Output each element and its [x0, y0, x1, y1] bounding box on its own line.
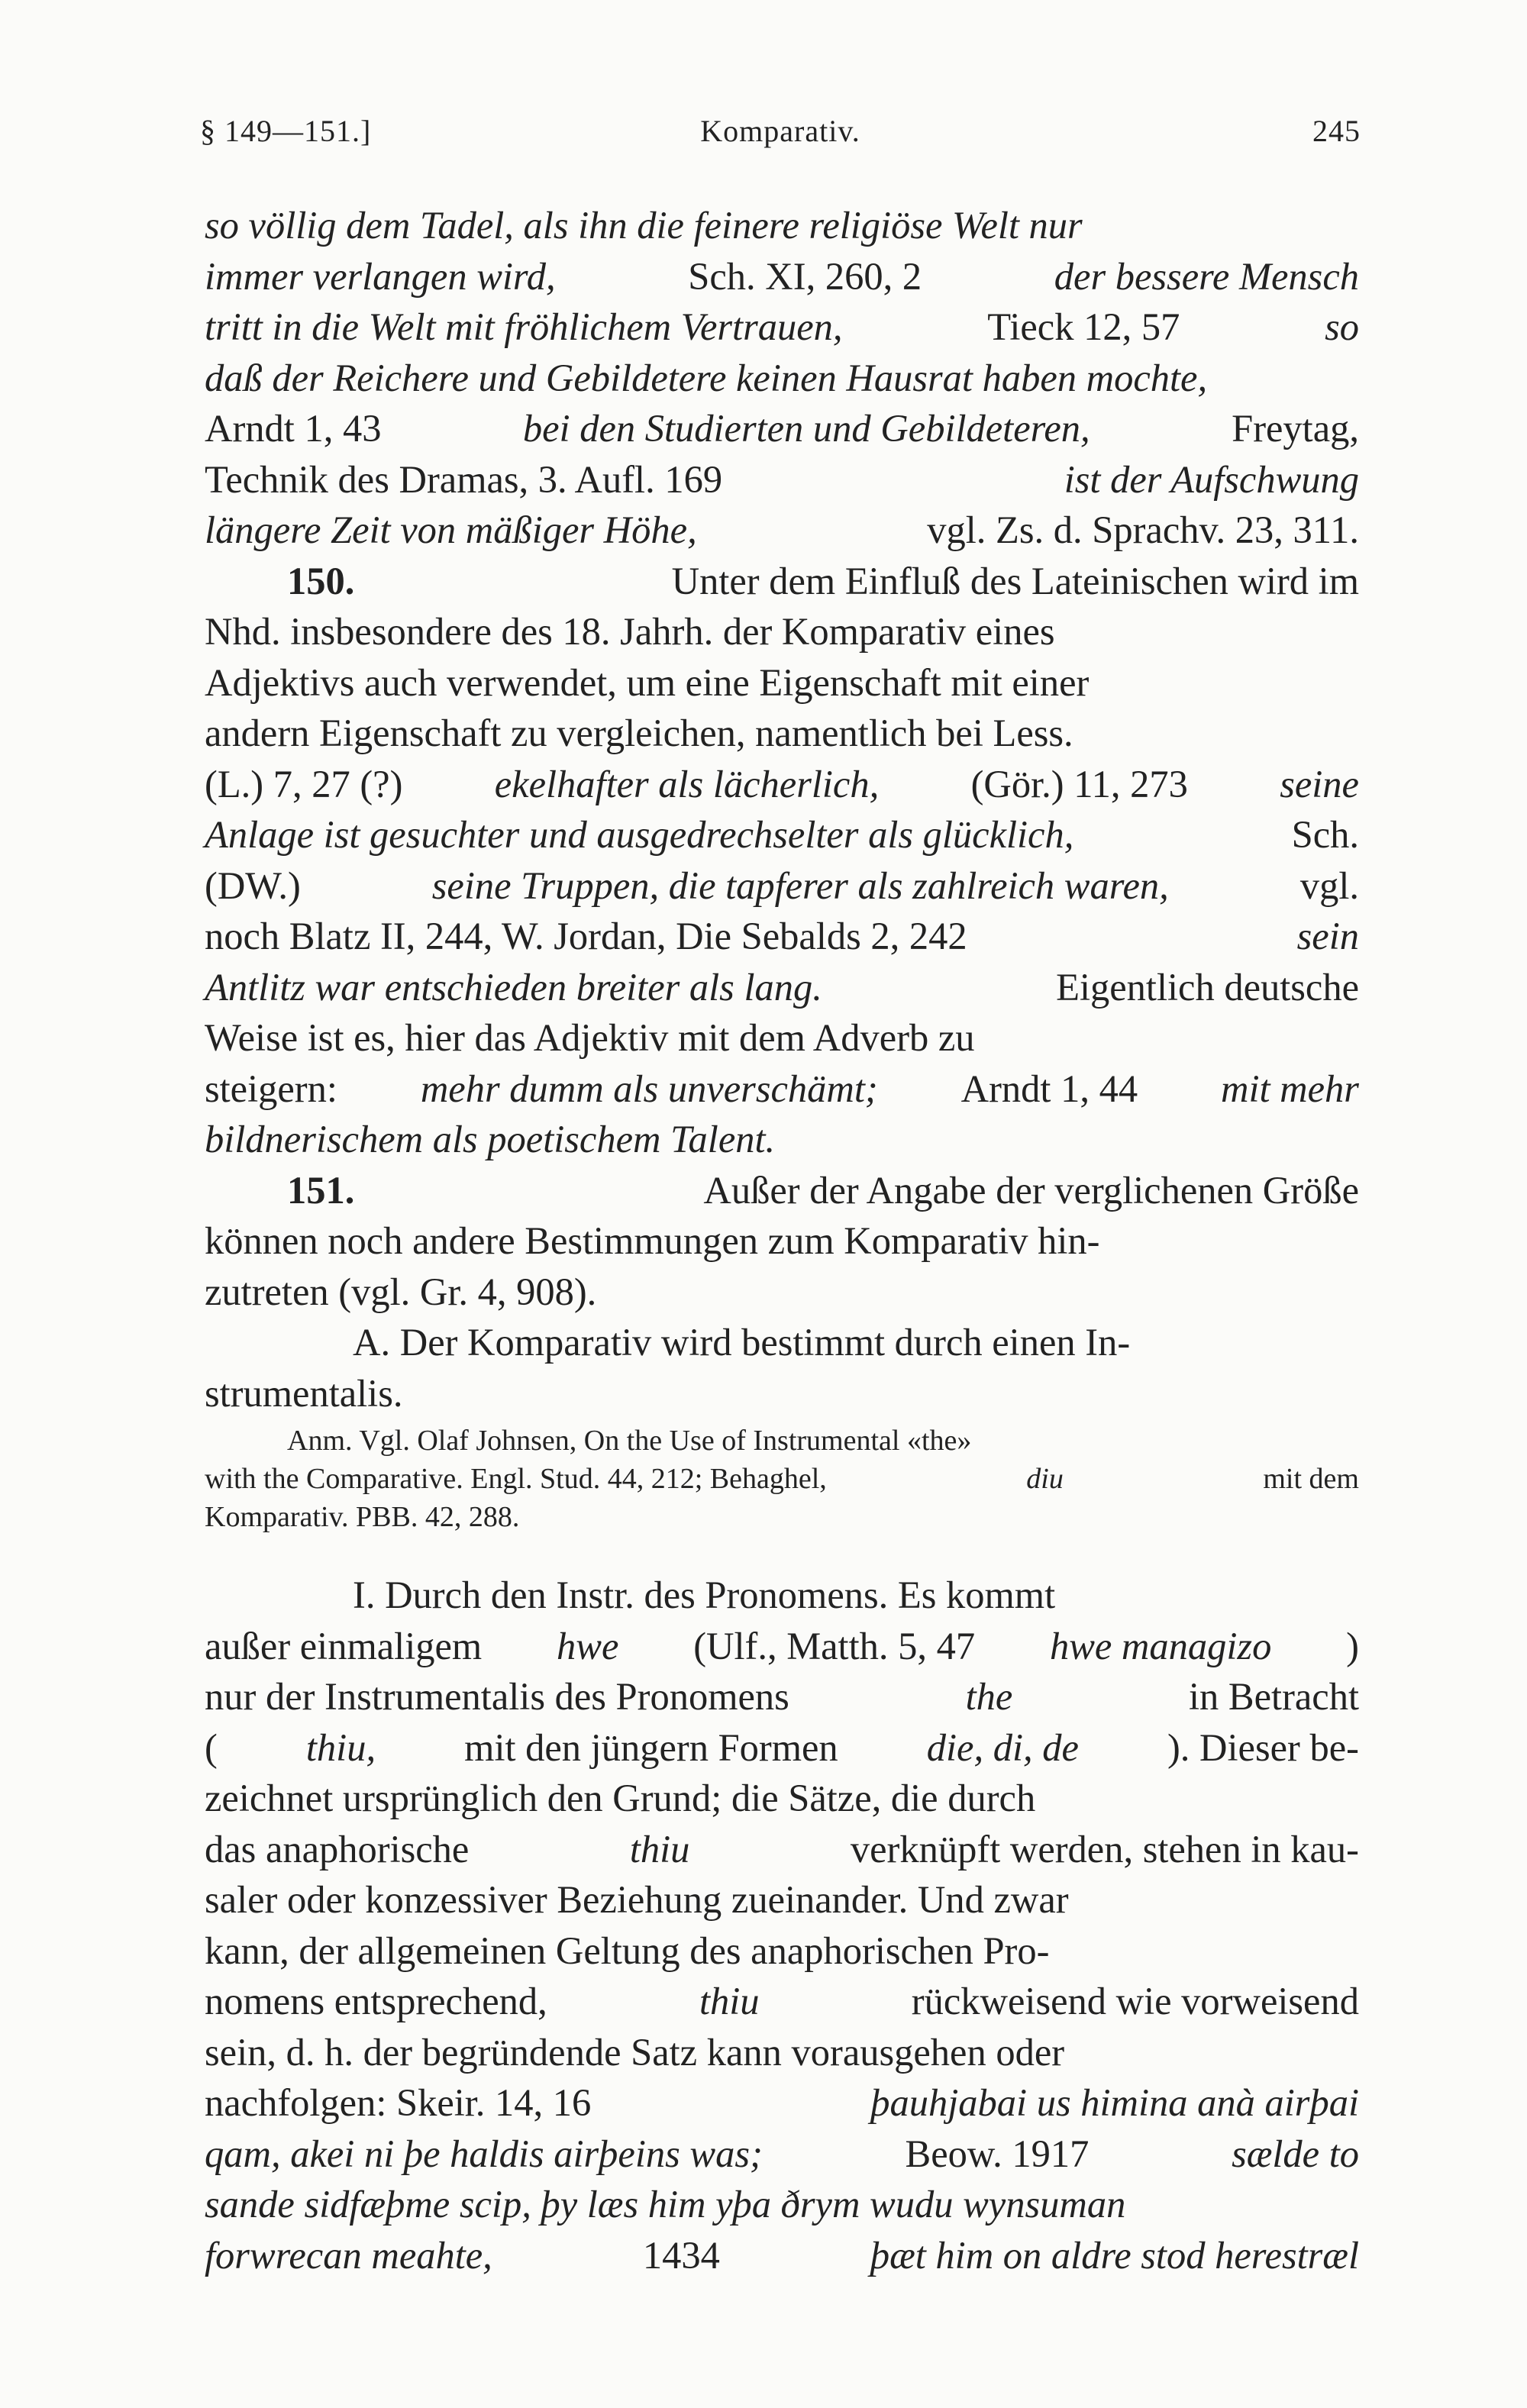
text-line: kann, der allgemeinen Geltung des anaphorischen Pro- — [205, 1929, 1050, 1972]
text-line: steigern: mehr dumm als unverschämt; Arndt 1, 44 mit mehr — [205, 1067, 1359, 1110]
text-line: außer einmaligem hwe (Ulf., Matth. 5, 47 hwe managizo ) — [205, 1624, 1359, 1667]
subsection-i-heading: I. Durch den Instr. des Pronomens. Es kommt — [353, 1574, 1056, 1616]
text-line: (L.) 7, 27 (?) ekelhafter als lächerlich, (Gör.) 11, 273 seine — [205, 762, 1359, 805]
section-number-150: 150. — [287, 559, 355, 602]
text-line: das anaphorische thiu verknüpft werden, stehen in kau- — [205, 1827, 1359, 1871]
paragraph-151-start: 151. Außer der Angabe der verglichenen Größe — [205, 1165, 1359, 1216]
text-line: (DW.) seine Truppen, die tapferer als zahlreich waren, vgl. — [205, 863, 1359, 907]
text-line: Anlage ist gesuchter und ausgedrechselter als glücklich, Sch. — [205, 813, 1359, 856]
main-text — [205, 200, 1359, 2280]
text-line: Antlitz war entschieden breiter als lang. Eigentlich deutsche — [205, 965, 1359, 1009]
section-range: § 149—151.] — [200, 114, 372, 148]
text-line: zeichnet ursprünglich den Grund; die Sätze, die durch — [205, 1777, 1036, 1819]
text-line: Arndt 1, 43 bei den Studierten und Gebildeteren, Freytag, — [205, 407, 1359, 450]
text-line: daß der Reichere und Gebildetere keinen Hausrat haben mochte, — [205, 356, 1208, 399]
annotation-note — [205, 1422, 1359, 1536]
text-line: immer verlangen wird, Sch. XI, 260, 2 der bessere Mensch — [205, 254, 1359, 298]
text-line: zutreten (vgl. Gr. 4, 908). — [205, 1270, 597, 1313]
page-number: 245 — [1312, 114, 1361, 148]
text-line: andern Eigenschaft zu vergleichen, namentlich bei Less. — [205, 712, 1073, 754]
note-line: Komparativ. PBB. 42, 288. — [205, 1501, 520, 1533]
text-line: tritt in die Welt mit fröhlichem Vertrauen, Tieck 12, 57 so — [205, 305, 1359, 348]
paragraph-150-start: 150. Unter dem Einfluß des Lateinischen wird im — [205, 556, 1359, 607]
text-line: bildnerischem als poetischem Talent. — [205, 1118, 776, 1160]
text-line: nachfolgen: Skeir. 14, 16 þauhjabai us himina anà airþai — [205, 2081, 1359, 2124]
section-number-151: 151. — [287, 1168, 355, 1212]
subsection-a-heading: A. Der Komparativ wird bestimmt durch einen In- — [353, 1321, 1131, 1364]
text-line: so völlig dem Tadel, als ihn die feinere religiöse Welt nur — [205, 204, 1083, 247]
text-line: Technik des Dramas, 3. Aufl. 169 ist der Aufschwung — [205, 457, 1359, 501]
text-line: nomens entsprechend, thiu rückweisend wie vorweisend — [205, 1980, 1359, 2022]
text-line: Weise ist es, hier das Adjektiv mit dem Adverb zu — [205, 1016, 975, 1059]
text-line: saler oder konzessiver Beziehung zueinander. Und zwar — [205, 1878, 1069, 1921]
text-line: sein, d. h. der begründende Satz kann vorausgehen oder — [205, 2030, 1065, 2074]
text-line: strumentalis. — [205, 1371, 403, 1415]
text-line: Nhd. insbesondere des 18. Jahrh. der Komparativ eines — [205, 610, 1055, 653]
note-line: Anm. Vgl. Olaf Johnsen, On the Use of Instrumental «the» — [287, 1425, 972, 1457]
text-line: noch Blatz II, 244, W. Jordan, Die Sebalds 2, 242 sein — [205, 915, 1359, 957]
text-line: können noch andere Bestimmungen zum Komparativ hin- — [205, 1219, 1100, 1262]
text-line: nur der Instrumentalis des Pronomens the in Betracht — [205, 1675, 1359, 1718]
text-line: forwrecan meahte, 1434 þæt him on aldre stod herestræl — [205, 2233, 1359, 2277]
running-title: Komparativ. — [700, 114, 860, 148]
note-line: with the Comparative. Engl. Stud. 44, 212; Behaghel, diu mit dem — [205, 1463, 1359, 1495]
text-line: sande sidfæþme scip, þy læs him yþa ðrym wudu wynsuman — [205, 2183, 1126, 2226]
text-line: qam, akei ni þe haldis airþeins was; Beow. 1917 sælde to — [205, 2132, 1359, 2175]
text-line: ( thiu, mit den jüngern Formen die, di, de ). Dieser be- — [205, 1725, 1359, 1769]
text-line: Adjektivs auch verwendet, um eine Eigenschaft mit einer — [205, 660, 1090, 704]
text-line: längere Zeit von mäßiger Höhe, vgl. Zs. d. Sprachv. 23, 311. — [205, 508, 1359, 551]
